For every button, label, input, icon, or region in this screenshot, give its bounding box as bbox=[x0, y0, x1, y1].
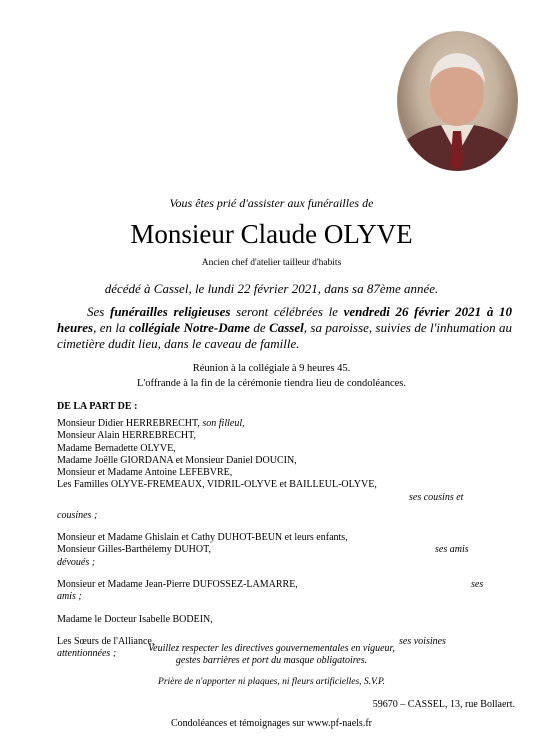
condolences-website: Condoléances et témoignages sur www.pf-naels.fr bbox=[171, 718, 372, 729]
covid-line: Veuillez respecter les directives gouvernementales en vigueur, bbox=[148, 643, 395, 654]
funeral-type: funérailles religieuses bbox=[110, 304, 231, 319]
occupation: Ancien chef d'atelier tailleur d'habits bbox=[201, 258, 342, 268]
family-line bbox=[57, 418, 497, 430]
family-list bbox=[57, 418, 497, 660]
family-member: Monsieur et Madame Jean-Pierre DUFOSSEZ-LAMARRE, bbox=[57, 578, 298, 590]
family-member: Monsieur Didier HERREBRECHT, bbox=[57, 418, 203, 429]
funeral-text: de bbox=[250, 320, 270, 335]
funeral-home-address: 59670 – CASSEL, 13, rue Bollaert. bbox=[372, 699, 515, 710]
funeral-text: , en la bbox=[93, 320, 129, 335]
family-relation: amis ; bbox=[57, 591, 82, 603]
family-member: Monsieur Gilles-Barthélemy DUHOT, bbox=[57, 544, 211, 556]
family-line bbox=[57, 557, 497, 569]
funeral-town: Cassel bbox=[269, 320, 304, 335]
offering-note: L'offrande à la fin de la cérémonie tiendra lieu de condoléances. bbox=[136, 378, 407, 389]
funeral-church: collégiale Notre-Dame bbox=[128, 320, 251, 335]
family-line bbox=[57, 544, 497, 556]
family-line bbox=[57, 510, 497, 522]
portrait-photo bbox=[397, 31, 518, 171]
family-line: Madame Bernadette OLYVE, bbox=[57, 442, 176, 454]
funeral-details bbox=[57, 304, 512, 352]
family-line bbox=[57, 579, 497, 591]
family-line: Monsieur et Madame Ghislain et Cathy DUHOT-BEUN et leurs enfants, bbox=[57, 532, 348, 544]
family-heading: DE LA PART DE : bbox=[57, 401, 138, 412]
funeral-text: seront célébrées le bbox=[230, 304, 344, 319]
portrait-figure bbox=[397, 31, 518, 171]
funeral-text: Ses bbox=[87, 304, 110, 319]
death-notice: décédé à Cassel, le lundi 22 février 2021, dans sa 87ème année. bbox=[104, 281, 439, 296]
family-relation: dévoués ; bbox=[57, 556, 96, 568]
family-relation: ses cousins et bbox=[409, 491, 464, 503]
family-line: Les Familles OLYVE-FREMEAUX, VIDRIL-OLYVE et BAILLEUL-OLYVE, bbox=[57, 479, 377, 491]
family-relation: cousines ; bbox=[57, 509, 98, 521]
deceased-name: Monsieur Claude OLYVE bbox=[130, 219, 413, 249]
family-relation: son filleul, bbox=[202, 418, 245, 429]
family-relation: ses voisines bbox=[399, 635, 446, 647]
family-relation: attentionnées ; bbox=[57, 648, 117, 660]
family-relation: ses amis bbox=[435, 544, 469, 556]
covid-line: gestes barrières et port du masque obligatoires. bbox=[175, 655, 368, 666]
family-line bbox=[57, 492, 497, 504]
family-line: Monsieur Alain HERREBRECHT, bbox=[57, 430, 196, 442]
no-flowers-notice: Prière de n'apporter ni plaques, ni fleurs artificielles, S.V.P. bbox=[158, 677, 385, 687]
family-line bbox=[57, 591, 497, 603]
family-line: Madame Joëlle GIORDANA et Monsieur Daniel DOUCIN, bbox=[57, 454, 297, 466]
family-relation: ses bbox=[471, 578, 484, 590]
reunion-time: Réunion à la collégiale à 9 heures 45. bbox=[192, 363, 351, 374]
invitation-line: Vous êtes prié d'assister aux funérailles de bbox=[169, 196, 374, 210]
family-member: Les Sœurs de l'Alliance, bbox=[57, 635, 155, 647]
covid-notice bbox=[0, 643, 543, 667]
funeral-text: , sa paroisse, suivies de l'inhumation au cimetière dudit lieu, dans le caveau de famille. bbox=[57, 320, 512, 351]
funeral-date: vendredi 26 février 2021 à 10 heures bbox=[57, 304, 512, 335]
family-line: Madame le Docteur Isabelle BODEIN, bbox=[57, 613, 213, 625]
family-line: Monsieur et Madame Antoine LEFEBVRE, bbox=[57, 467, 233, 479]
